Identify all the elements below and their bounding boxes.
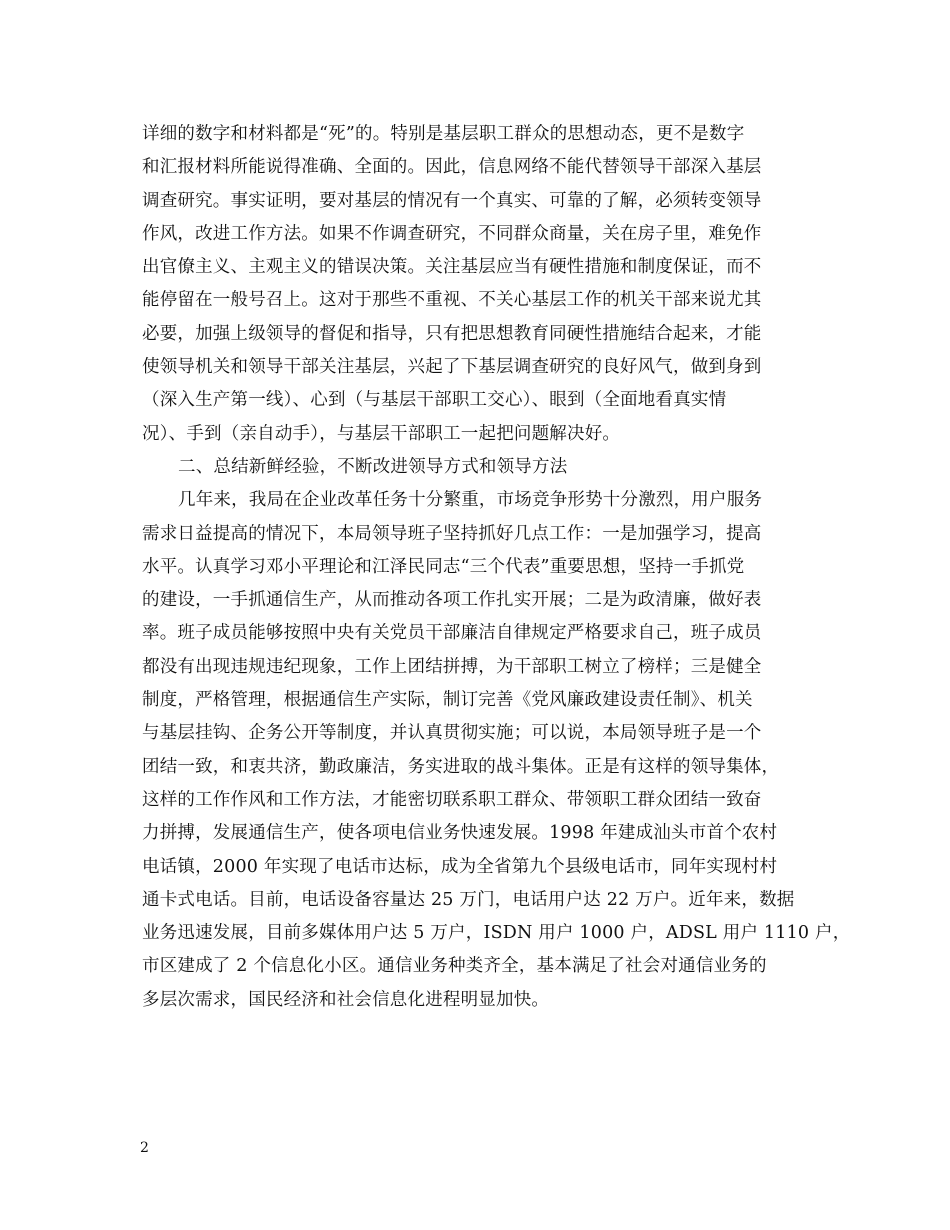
text-line: 需求日益提高的情况下，本局领导班子坚持抓好几点工作：一是加强学习，提高 [142,523,762,544]
text-line: 这样的工作作风和工作方法，才能密切联系职工群众、带领职工群众团结一致奋 [142,789,762,810]
text-line: 电话镇，2000 年实现了电话市达标，成为全省第九个县级电话市，同年实现村村 [142,856,778,877]
text-line: 况）、手到（亲自动手），与基层干部职工一起把问题解决好。 [142,423,621,444]
text-line: 水平。认真学习邓小平理论和江泽民同志“三个代表”重要思想，坚持一手抓党 [142,556,745,577]
page-number: 2 [140,1140,149,1156]
text-line: 与基层挂钩、企务公开等制度，并认真贯彻实施；可以说，本局领导班子是一个 [142,723,762,744]
text-line: 使领导机关和领导干部关注基层，兴起了下基层调查研究的良好风气，做到身到 [142,357,762,378]
text-line: 力拼搏，发展通信生产，使各项电信业务快速发展。1998 年建成汕头市首个农村 [142,823,778,844]
text-line: 必要，加强上级领导的督促和指导，只有把思想教育同硬性措施结合起来，才能 [142,323,762,344]
text-line: 制度，严格管理，根据通信生产实际，制订完善《党风廉政建设责任制》、机关 [142,690,753,711]
text-line: 率。班子成员能够按照中央有关党员干部廉洁自律规定严格要求自己，班子成员 [142,623,762,644]
document-body [142,118,851,1017]
text-line: 作风，改进工作方法。如果不作调查研究，不同群众商量，关在房子里，难免作 [142,223,762,244]
text-line: 多层次需求，国民经济和社会信息化进程明显加快。 [142,989,550,1010]
text-line: 都没有出现违规违纪现象，工作上团结拼搏，为干部职工树立了榜样；三是健全 [142,656,762,677]
text-line: 团结一致，和衷共济，勤政廉洁，务实进取的战斗集体。正是有这样的领导集体， [142,756,780,777]
text-line: 调查研究。事实证明，要对基层的情况有一个真实、可靠的了解，必须转变领导 [142,190,762,211]
text-line: 的建设，一手抓通信生产，从而推动各项工作扎实开展；二是为政清廉，做好表 [142,590,762,611]
section-heading: 二、总结新鲜经验，不断改进领导方式和领导方法 [178,456,568,477]
text-line: （深入生产第一线）、心到（与基层干部职工交心）、眼到（全面地看真实情 [142,390,727,411]
text-line: 和汇报材料所能说得准确、全面的。因此，信息网络不能代替领导干部深入基层 [142,157,762,178]
text-line: 通卡式电话。目前，电话设备容量达 25 万门，电话用户达 22 万户。近年来，数据 [142,889,795,910]
text-line: 能停留在一般号召上。这对于那些不重视、不关心基层工作的机关干部来说尤其 [142,290,762,311]
text-line: 详细的数字和材料都是“死”的。特别是基层职工群众的思想动态，更不是数字 [142,124,745,144]
text-line: 出官僚主义、主观主义的错误决策。关注基层应当有硬性措施和制度保证，而不 [142,257,762,278]
text-line: 几年来，我局在企业改革任务十分繁重，市场竞争形势十分激烈，用户服务 [178,490,763,511]
text-line: 业务迅速发展，目前多媒体用户达 5 万户，ISDN 用户 1000 户，ADSL 用户 1110 户， [142,923,851,944]
text-line: 市区建成了 2 个信息化小区。通信业务种类齐全，基本满足了社会对通信业务的 [142,956,767,977]
